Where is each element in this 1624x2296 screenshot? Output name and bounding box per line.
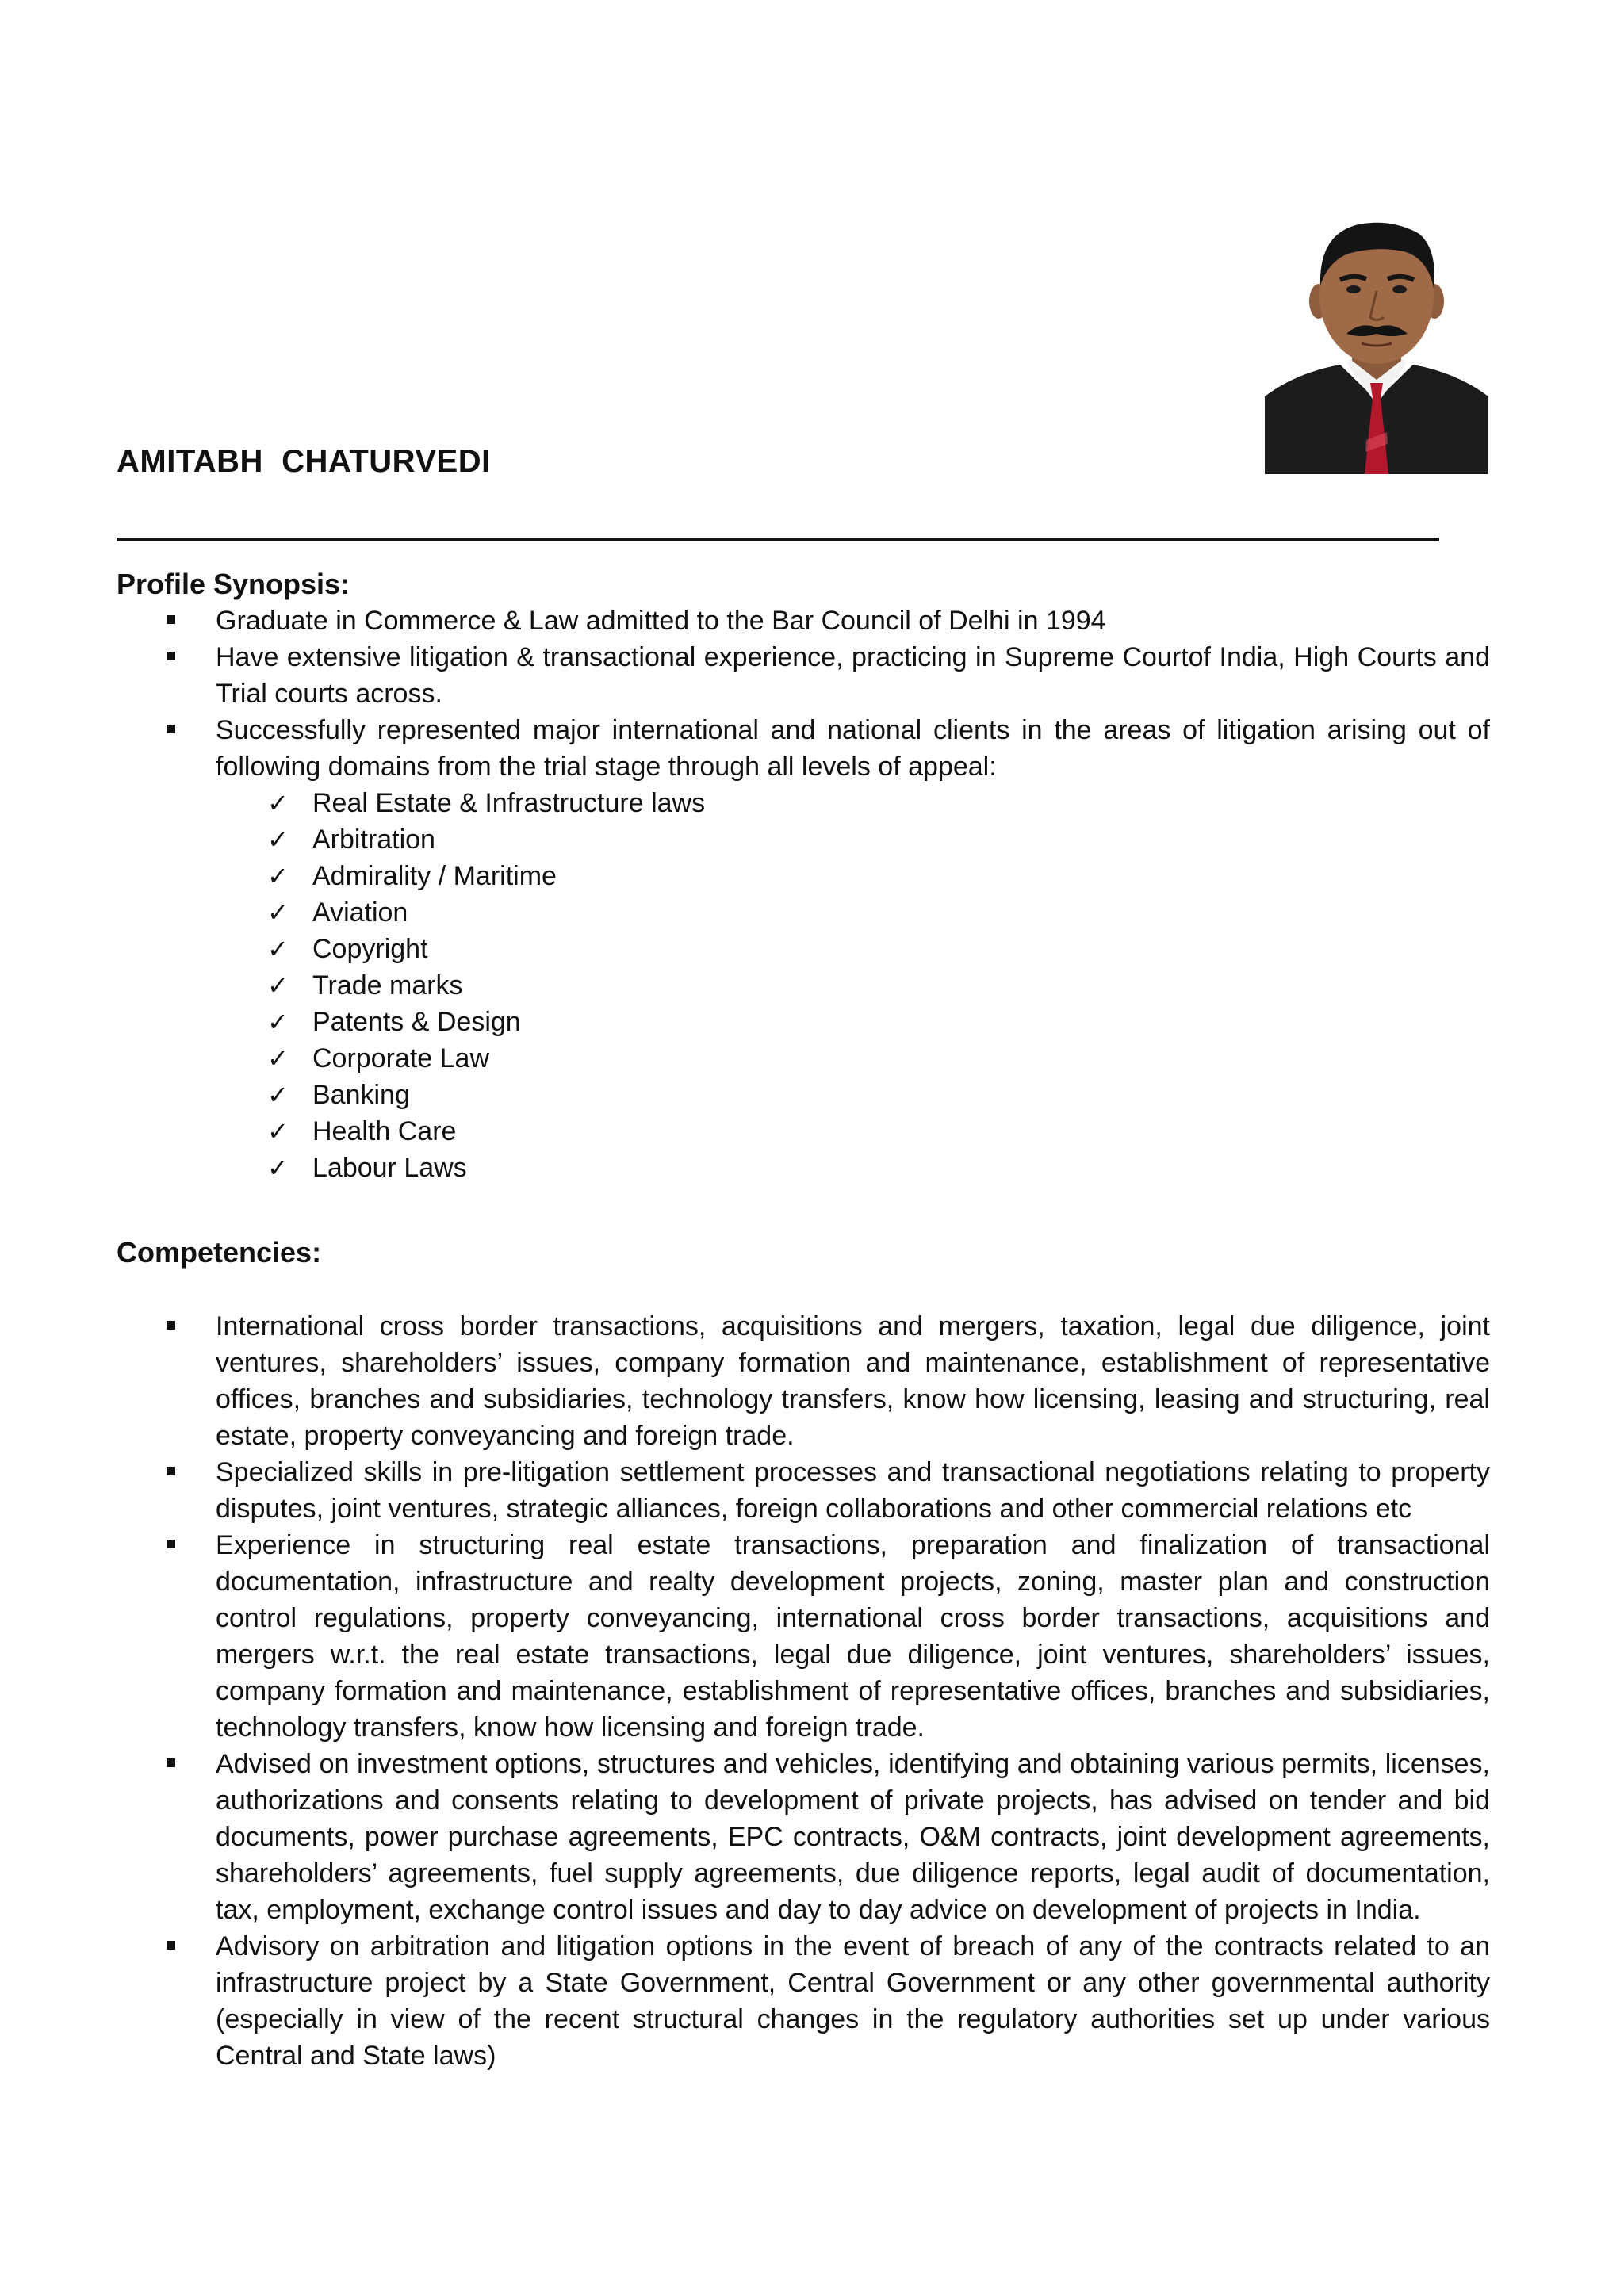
practice-domain-item	[216, 1077, 1490, 1113]
square-bullet-icon	[167, 1467, 175, 1475]
practice-domain-label: Patents & Design	[312, 1007, 521, 1037]
competency-bullet	[117, 1746, 1490, 1928]
practice-domain-label: Copyright	[312, 934, 428, 964]
profile-bullet-text: Successfully represented major international and national clients in the areas of litigation arising out of following domains from the trial stage through all levels of appeal:	[216, 715, 1490, 782]
profile-bullet	[117, 603, 1490, 639]
square-bullet-icon	[167, 1941, 175, 1950]
checkmark-icon: ✓	[267, 1043, 289, 1073]
checkmark-icon: ✓	[267, 897, 289, 928]
practice-domain-item	[216, 931, 1490, 967]
square-bullet-icon	[167, 1540, 175, 1548]
competencies-bullet-list	[117, 1308, 1490, 2074]
profile-bullet-list	[117, 603, 1490, 1186]
practice-domain-item	[216, 1150, 1490, 1186]
checkmark-icon: ✓	[267, 1116, 289, 1146]
practice-domain-list	[216, 785, 1490, 1186]
practice-domain-item	[216, 967, 1490, 1004]
checkmark-icon: ✓	[267, 1007, 289, 1037]
square-bullet-icon	[167, 615, 175, 624]
square-bullet-icon	[167, 652, 175, 660]
practice-domain-label: Health Care	[312, 1116, 457, 1146]
competency-text: Specialized skills in pre-litigation settlement processes and transactional negotiations relating to property disputes, joint ventures, strategic alliances, foreign collaborations and other commercial relations etc	[216, 1457, 1490, 1524]
competencies-heading: Competencies:	[117, 1236, 322, 1269]
square-bullet-icon	[167, 725, 175, 733]
square-bullet-icon	[167, 1321, 175, 1330]
square-bullet-icon	[167, 1758, 175, 1767]
practice-domain-label: Banking	[312, 1080, 410, 1110]
checkmark-icon: ✓	[267, 1080, 289, 1110]
competency-text: International cross border transactions, acquisitions and mergers, taxation, legal due diligence, joint ventures, shareholders’ issues, company formation and maintenance, establishment of representative offices, branches and subsidiaries, technology transfers, know how licensing, leasing and structuring, real estate, property conveyancing and foreign trade.	[216, 1311, 1490, 1451]
practice-domain-item	[216, 1004, 1490, 1040]
profile-bullet	[117, 639, 1490, 712]
competency-bullet	[117, 1928, 1490, 2074]
checkmark-icon: ✓	[267, 934, 289, 964]
practice-domain-label: Corporate Law	[312, 1043, 490, 1073]
practice-domain-label: Arbitration	[312, 825, 435, 855]
profile-bullet	[117, 712, 1490, 1186]
checkmark-icon: ✓	[267, 861, 289, 891]
profile-photo	[1265, 202, 1488, 474]
checkmark-icon: ✓	[267, 825, 289, 855]
checkmark-icon: ✓	[267, 788, 289, 818]
competency-bullet	[117, 1308, 1490, 1454]
competency-bullet	[117, 1454, 1490, 1527]
profile-synopsis-heading: Profile Synopsis:	[117, 568, 350, 600]
competency-text: Experience in structuring real estate transactions, preparation and finalization of transactional documentation, infrastructure and realty development projects, zoning, master plan and construction control regulations, property conveyancing, international cross border transactions, acquisitions and mergers w.r.t. the real estate transactions, legal due diligence, joint ventures, shareholders’ issues, company formation and maintenance, establishment of representative offices, branches and subsidiaries, technology transfers, know how licensing and foreign trade.	[216, 1530, 1490, 1743]
practice-domain-label: Aviation	[312, 897, 408, 928]
practice-domain-item	[216, 785, 1490, 821]
practice-domain-item	[216, 1113, 1490, 1150]
competency-text: Advised on investment options, structures and vehicles, identifying and obtaining various permits, licenses, authorizations and consents relating to development of private projects, has advised on tender and bid documents, power purchase agreements, EPC contracts, O&M contracts, joint development agreements, shareholders’ agreements, fuel supply agreements, due diligence reports, legal audit of documentation, tax, employment, exchange control issues and day to day advice on development of projects in India.	[216, 1749, 1490, 1925]
practice-domain-item	[216, 894, 1490, 931]
profile-bullet-text: Graduate in Commerce & Law admitted to the Bar Council of Delhi in 1994	[216, 606, 1106, 636]
practice-domain-label: Labour Laws	[312, 1153, 467, 1183]
practice-domain-label: Admirality / Maritime	[312, 861, 557, 891]
checkmark-icon: ✓	[267, 970, 289, 1001]
competency-bullet	[117, 1527, 1490, 1746]
profile-bullet-text: Have extensive litigation & transactional experience, practicing in Supreme Courtof India, High Courts and Trial courts across.	[216, 642, 1490, 709]
practice-domain-item	[216, 1040, 1490, 1077]
practice-domain-item	[216, 858, 1490, 894]
competency-text: Advisory on arbitration and litigation options in the event of breach of any of the contracts related to an infrastructure project by a State Government, Central Government or any other governmental authority (especially in view of the recent structural changes in the regulatory authorities set up under various Central and State laws)	[216, 1931, 1490, 2071]
practice-domain-item	[216, 821, 1490, 858]
practice-domain-label: Trade marks	[312, 970, 463, 1001]
practice-domain-label: Real Estate & Infrastructure laws	[312, 788, 706, 818]
horizontal-rule	[117, 538, 1439, 541]
checkmark-icon: ✓	[267, 1153, 289, 1183]
candidate-name: AMITABH CHATURVEDI	[117, 444, 491, 479]
